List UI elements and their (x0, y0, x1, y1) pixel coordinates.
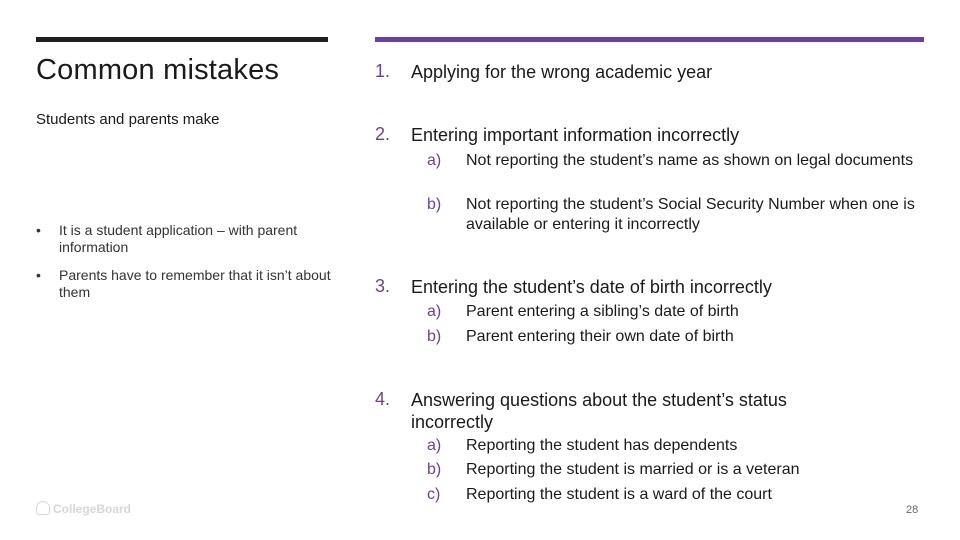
content-rule (375, 37, 924, 42)
sub-item-text: Reporting the student has dependents (466, 437, 738, 454)
side-bullet-text: It is a student application – with parent information (59, 222, 298, 255)
sub-item-letter: a) (427, 437, 442, 454)
sub-item-letter: a) (427, 152, 442, 169)
logo-text: CollegeBoard (53, 502, 132, 516)
title-rule (36, 37, 328, 42)
item-text: Applying for the wrong academic year (411, 62, 713, 82)
sub-item-letter: a) (427, 303, 442, 320)
side-bullet (36, 267, 336, 301)
sub-item-text: Not reporting the student’s Social Security Number when one is available or entering it incorrectly (466, 196, 915, 233)
sub-item-letter: b) (427, 196, 442, 213)
sub-item-text: Parent entering a sibling’s date of birth (466, 303, 739, 320)
sub-item-letter: b) (427, 328, 442, 345)
side-bullet (36, 222, 336, 256)
item-text: Answering questions about the student’s status incorrectly (411, 390, 787, 432)
side-bullet-text: Parents have to remember that it isn’t about them (59, 267, 331, 300)
bullet-icon: • (36, 267, 41, 283)
page-number: 28 (906, 504, 919, 516)
item-number: 3. (375, 276, 391, 296)
slide-title: Common mistakes (36, 54, 280, 86)
item-number: 4. (375, 389, 391, 409)
acorn-icon (36, 501, 50, 515)
sub-item-text: Reporting the student is married or is a veteran (466, 461, 800, 478)
slide-subtitle: Students and parents make (36, 111, 220, 128)
sub-item-text: Parent entering their own date of birth (466, 328, 734, 345)
item-number: 1. (375, 61, 391, 81)
sub-item-letter: c) (427, 486, 441, 503)
sub-item-letter: b) (427, 461, 442, 478)
side-bullet-list (36, 222, 336, 312)
collegeboard-logo (36, 501, 131, 516)
item-text: Entering important information incorrectly (411, 125, 740, 145)
sub-item-text: Reporting the student is a ward of the court (466, 486, 772, 503)
sub-item-text: Not reporting the student’s name as shown on legal documents (466, 152, 914, 169)
item-text: Entering the student’s date of birth incorrectly (411, 277, 772, 297)
item-number: 2. (375, 124, 391, 144)
bullet-icon: • (36, 222, 41, 238)
